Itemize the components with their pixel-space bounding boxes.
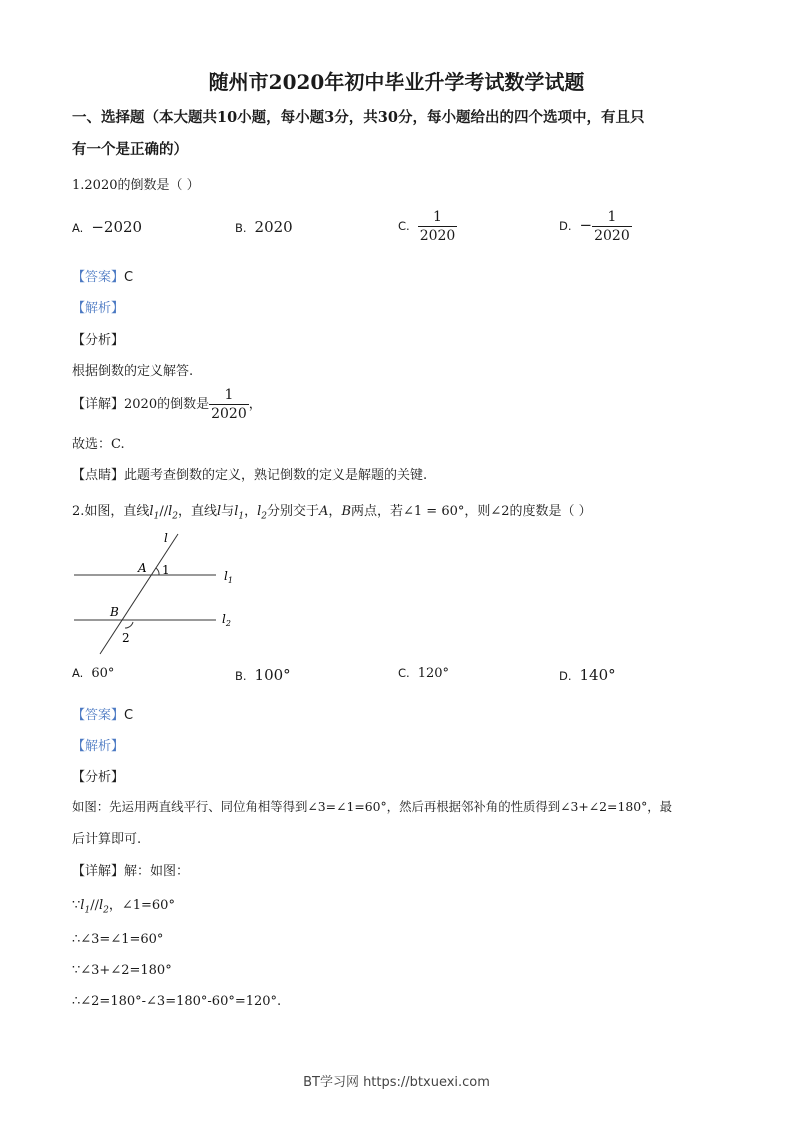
- var-l1-letter: l: [80, 898, 85, 913]
- option-value: 140°: [579, 666, 616, 684]
- q2-option-b: [235, 666, 291, 684]
- parallel-symbol: //: [90, 898, 99, 913]
- option-letter: D.: [559, 219, 572, 233]
- label-l2-letter: l: [222, 612, 226, 626]
- angle-expression: ∠1 = 60°: [403, 504, 465, 519]
- label-b: B: [110, 605, 119, 619]
- q2-fenxi-line2: 后计算即可.: [72, 832, 142, 847]
- label-1: 1: [162, 563, 170, 577]
- var-l2-sub: 2: [172, 511, 178, 522]
- var-l2-sub: 2: [261, 511, 268, 522]
- q1-option-b: [235, 218, 293, 236]
- label-2: 2: [122, 631, 130, 645]
- option-value: 120°: [417, 666, 450, 681]
- label-l2-sub: 2: [225, 619, 231, 628]
- label-l1-letter: l: [224, 569, 228, 583]
- label-l1-sub: 1: [227, 576, 233, 585]
- q2-step3: ∵∠3+∠2=180°: [72, 963, 172, 978]
- option-value: −2020: [91, 218, 143, 236]
- point-b: B: [341, 504, 351, 519]
- page-title: 随州市2020年初中毕业升学考试数学试题: [208, 70, 585, 94]
- option-letter: B.: [235, 669, 247, 683]
- parallel-lines-figure: [60, 530, 260, 660]
- var-l1-sub: 1: [84, 905, 91, 916]
- var-l2: [98, 898, 109, 916]
- fraction-numerator: 1: [209, 386, 249, 405]
- fraction-denominator: 2020: [419, 228, 456, 244]
- q2-option-a: [72, 666, 114, 681]
- option-letter: D.: [559, 669, 572, 683]
- parallel-symbol: //: [159, 504, 169, 519]
- q2-answer: [72, 704, 133, 723]
- q2-step2: ∴∠3=∠1=60°: [72, 932, 164, 947]
- q1-option-a: [72, 218, 142, 236]
- answer-tag: 【答案】: [72, 270, 125, 285]
- stem-text: ，则∠2的度数是（ ）: [464, 504, 592, 519]
- q2-analysis-tag: 【解析】: [72, 739, 125, 754]
- stem-text: ，: [328, 504, 342, 519]
- option-value: 100°: [254, 666, 291, 684]
- label-l: l: [164, 531, 168, 545]
- option-letter: C.: [398, 219, 410, 233]
- var-l2: [168, 504, 178, 522]
- q1-option-d: [559, 208, 632, 245]
- point-a: A: [319, 504, 329, 519]
- q2-option-d: [559, 666, 616, 684]
- footer-watermark[interactable]: BT学习网 https://btxuexi.com: [303, 1075, 490, 1090]
- var-l2-letter: l: [168, 504, 173, 519]
- stem-text: ，: [244, 504, 258, 519]
- because-symbol: ∵: [72, 898, 81, 913]
- angle-1-arc: [156, 568, 159, 575]
- fraction: [592, 208, 632, 245]
- fraction-numerator: 1: [418, 208, 458, 227]
- label-l2: [222, 612, 231, 628]
- section-heading-line1: 一、选择题（本大题共10小题，每小题3分，共30分，每小题给出的四个选项中，有且只: [72, 109, 645, 126]
- fraction-numerator: 1: [592, 208, 632, 227]
- answer-letter: C: [124, 708, 134, 723]
- q2-step4: ∴∠2=180°-∠3=180°-60°=120°.: [72, 994, 282, 1009]
- option-letter: B.: [235, 221, 247, 235]
- stem-text: 2.如图，直线: [72, 504, 150, 519]
- var-l1-letter: l: [234, 504, 239, 519]
- q1-choose: 故选：C.: [72, 437, 125, 452]
- step-text: ，∠1=60°: [108, 898, 175, 913]
- q1-stem: 1.2020的倒数是（ ）: [72, 178, 200, 193]
- q1-option-c: [398, 208, 457, 245]
- var-l2-letter: l: [98, 898, 104, 913]
- q1-comment: 【点睛】此题考查倒数的定义，熟记倒数的定义是解题的关键.: [72, 468, 428, 483]
- stem-text: 与: [221, 504, 235, 519]
- q2-fenxi-line1: 如图：先运用两直线平行、同位角相等得到∠3=∠1=60°，然后再根据邻补角的性质得到∠3+∠2=180°，最: [72, 799, 673, 814]
- stem-text: 两点，若: [351, 504, 404, 519]
- answer-letter: C: [124, 270, 134, 285]
- var-l1: [80, 898, 91, 916]
- q2-option-c: [398, 666, 449, 681]
- fraction-denominator: 2020: [211, 406, 247, 422]
- answer-tag: 【答案】: [72, 708, 125, 723]
- option-value: 60°: [91, 666, 115, 681]
- fraction: [209, 386, 249, 423]
- option-value: 2020: [254, 218, 293, 236]
- q2-stem: [72, 500, 592, 522]
- var-l1-letter: l: [149, 504, 154, 519]
- label-l1: [224, 569, 233, 585]
- stem-text: ，直线: [177, 504, 217, 519]
- q1-detail: [72, 386, 262, 423]
- var-l1-sub: 1: [238, 511, 245, 522]
- var-l1: [149, 504, 160, 522]
- section-heading-line2: 有一个是正确的）: [72, 141, 188, 158]
- detail-prefix: 【详解】2020的倒数是: [72, 397, 210, 412]
- detail-suffix: ，: [248, 397, 262, 412]
- minus-sign: −: [579, 216, 593, 234]
- label-a: A: [138, 561, 147, 575]
- var-l2-sub: 2: [103, 905, 109, 916]
- stem-text: 分别交于: [267, 504, 320, 519]
- q2-fenxi: 【分析】: [72, 770, 125, 785]
- var-l1: [234, 504, 245, 522]
- var-l2: [257, 504, 268, 522]
- transversal-l: [100, 534, 178, 654]
- option-letter: C.: [398, 666, 410, 680]
- angle-2-arc: [125, 622, 133, 628]
- var-l2-letter: l: [257, 504, 262, 519]
- var-l: l: [217, 504, 222, 519]
- var-l1-sub: 1: [153, 511, 160, 522]
- fraction: [418, 208, 458, 245]
- fraction-denominator: 2020: [594, 228, 630, 244]
- q2-step1: [72, 894, 175, 916]
- q1-fenxi-text: 根据倒数的定义解答.: [72, 364, 194, 379]
- option-letter: A.: [72, 221, 84, 235]
- option-letter: A.: [72, 666, 84, 680]
- q1-analysis-tag: 【解析】: [72, 301, 125, 316]
- q1-fenxi: 【分析】: [72, 333, 125, 348]
- q2-detail: 【详解】解：如图：: [72, 864, 190, 879]
- q1-answer: [72, 266, 133, 285]
